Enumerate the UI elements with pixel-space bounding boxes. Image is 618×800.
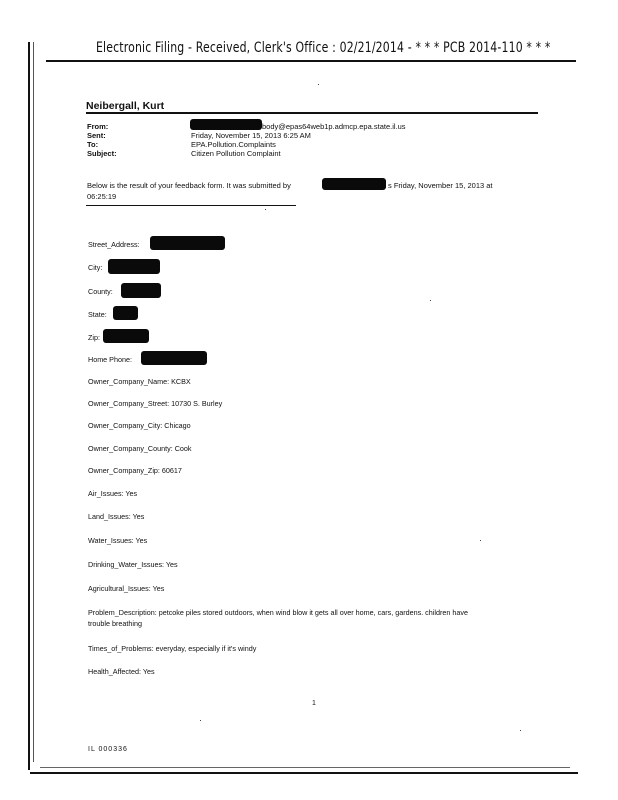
field-health-affected: Health_Affected: Yes: [88, 667, 155, 676]
field-water-issues: Water_Issues: Yes: [88, 536, 148, 545]
to-label: To:: [87, 140, 99, 149]
name-rule: [86, 112, 538, 114]
field-owner-company-name: Owner_Company_Name: KCBX: [88, 377, 191, 386]
intro-text-line2: 06:25:19: [87, 192, 117, 201]
field-problem-description: Problem_Description: petcoke piles stored outdoors, when wind blow it gets all over home, cars, gardens. children have: [88, 608, 468, 617]
subject-value: Citizen Pollution Complaint: [191, 149, 281, 158]
redaction-street-address: [150, 236, 225, 250]
filing-stamp: Electronic Filing - Received, Clerk's Office : 02/21/2014 - * * * PCB 2014-110 * * *: [96, 40, 551, 56]
field-drinking-water-issues: Drinking_Water_Issues: Yes: [88, 560, 178, 569]
page-number: 1: [312, 700, 316, 707]
intro-text-part2: s Friday, November 15, 2013 at: [388, 181, 493, 190]
field-land-issues: Land_Issues: Yes: [88, 512, 145, 521]
sent-label: Sent:: [87, 131, 106, 140]
scan-speck: [265, 209, 266, 210]
to-value: EPA.Pollution.Complaints: [191, 140, 276, 149]
bottom-scan-border: [30, 772, 578, 774]
redaction-state: [113, 306, 138, 320]
field-owner-company-county: Owner_Company_County: Cook: [88, 444, 192, 453]
redaction-city: [108, 259, 160, 274]
left-scan-border: [28, 42, 30, 770]
field-agricultural-issues: Agricultural_Issues: Yes: [88, 584, 165, 593]
field-problem-description-cont: trouble breathing: [88, 619, 142, 628]
field-owner-company-city: Owner_Company_City: Chicago: [88, 421, 191, 430]
redaction-home-phone: [141, 351, 207, 365]
scan-speck: [318, 84, 319, 85]
field-city: City:: [88, 263, 103, 272]
field-air-issues: Air_Issues: Yes: [88, 489, 138, 498]
field-state: State:: [88, 310, 107, 319]
scan-speck: [480, 540, 481, 541]
redaction-zip: [103, 329, 149, 343]
stamp-underline: [46, 60, 576, 62]
field-owner-company-zip: Owner_Company_Zip: 60617: [88, 466, 182, 475]
redaction-from: [190, 119, 262, 130]
subject-label: Subject:: [87, 149, 117, 158]
field-home-phone: Home Phone:: [88, 355, 132, 364]
bottom-scan-border-inner: [40, 767, 570, 768]
redaction-submitter: [322, 178, 386, 190]
from-value: body@epas64web1p.admcp.epa.state.il.us: [262, 122, 406, 131]
field-zip: Zip:: [88, 333, 100, 342]
field-owner-company-street: Owner_Company_Street: 10730 S. Burley: [88, 399, 223, 408]
sender-name: Neibergall, Kurt: [86, 100, 165, 112]
scan-speck: [200, 720, 201, 721]
field-county: County:: [88, 287, 113, 296]
intro-text-part1: Below is the result of your feedback form. It was submitted by: [87, 181, 291, 190]
field-times-of-problems: Times_of_Problems: everyday, especially if it's windy: [88, 644, 257, 653]
scan-speck: [430, 300, 431, 301]
intro-rule: [86, 205, 296, 206]
scan-speck: [520, 730, 521, 731]
from-label: From:: [87, 122, 109, 131]
left-scan-border-inner: [33, 42, 34, 762]
bates-number: IL 000336: [88, 746, 128, 753]
redaction-county: [121, 283, 161, 298]
sent-value: Friday, November 15, 2013 6:25 AM: [191, 131, 311, 140]
field-street-address: Street_Address:: [88, 240, 140, 249]
